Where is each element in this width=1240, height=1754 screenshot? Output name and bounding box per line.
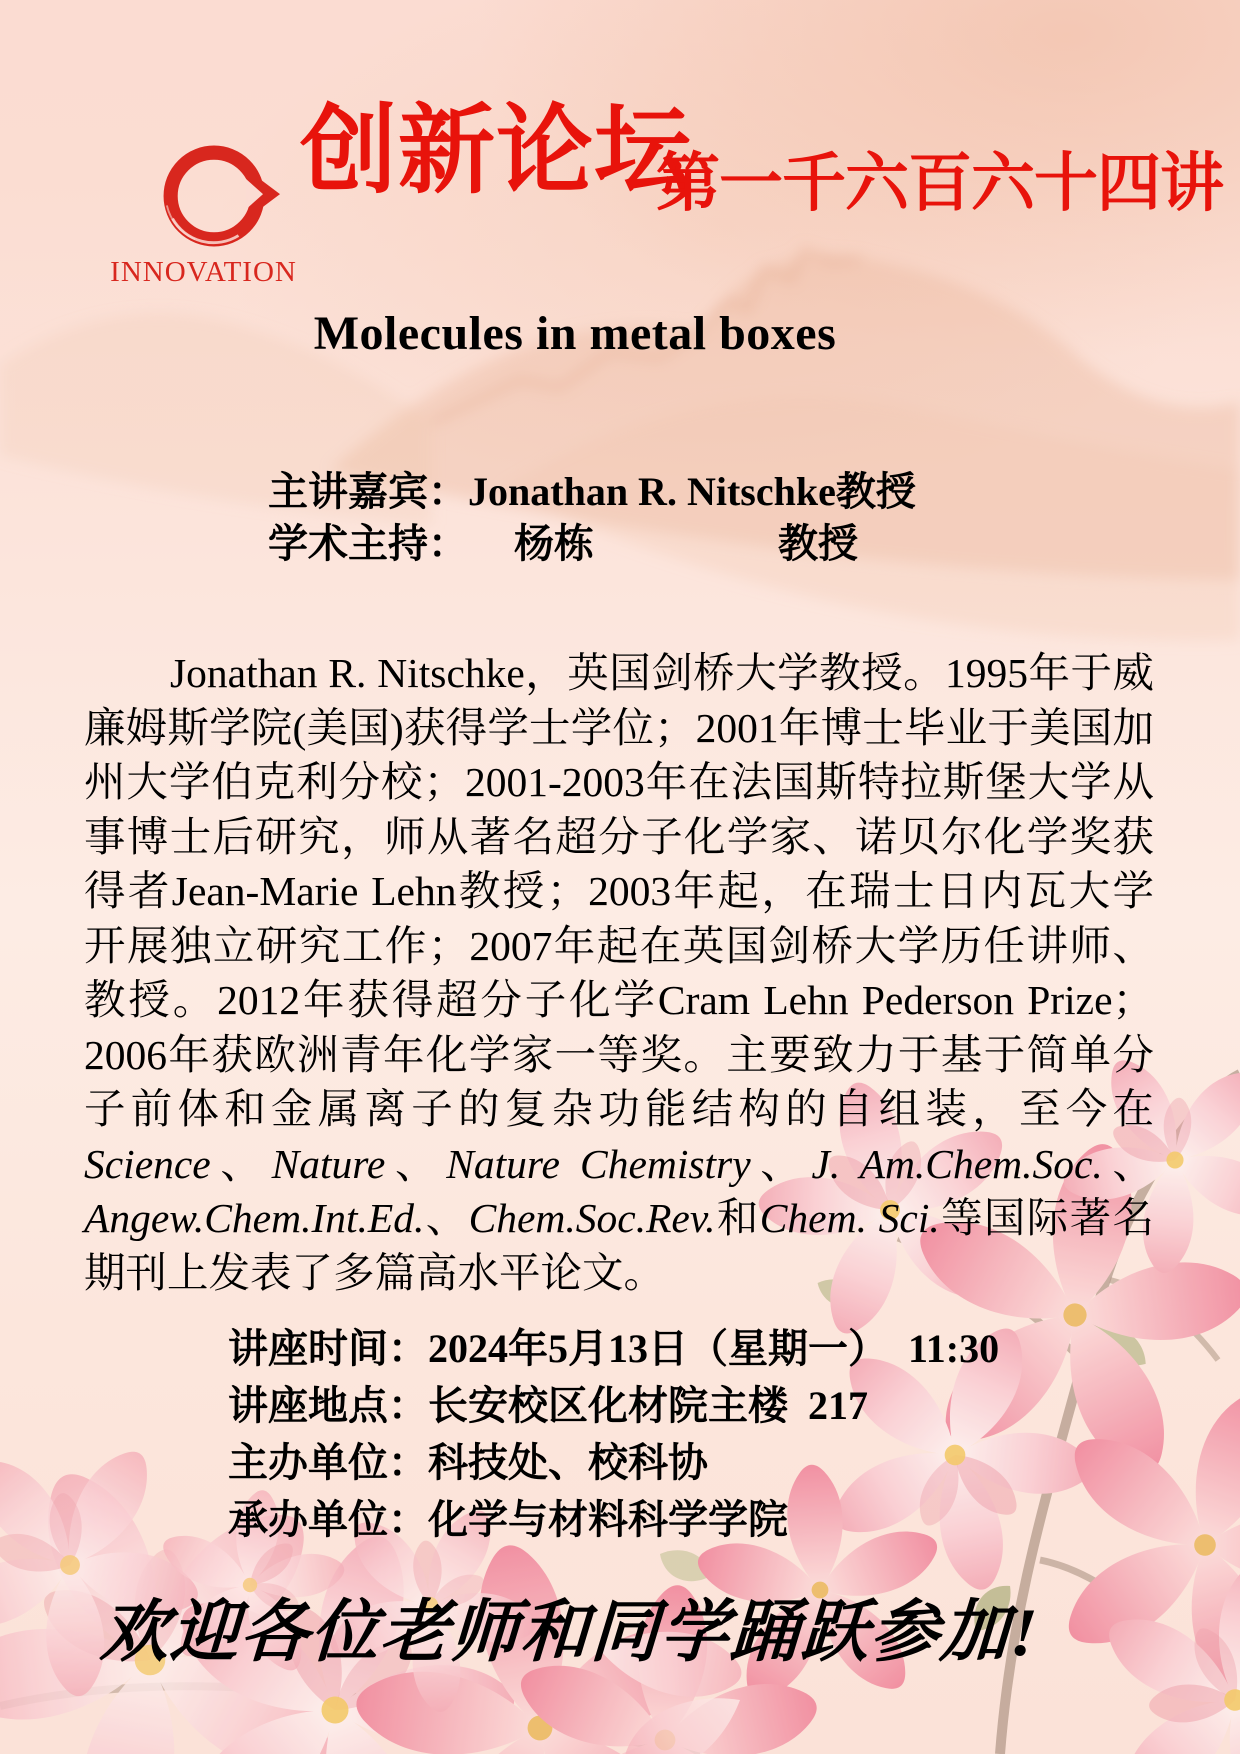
innovation-ring-arrow-icon [148,130,280,262]
detail-label: 讲座时间： [228,1326,428,1371]
detail-label: 承办单位： [228,1497,428,1542]
speaker-label: 主讲嘉宾： [268,469,468,514]
innovation-logo [96,130,311,289]
detail-value: 2024年5月13日（星期一） 11:30 [428,1326,1000,1371]
detail-row-organizer [228,1491,999,1548]
detail-row-venue [228,1377,999,1434]
speaker-name: Jonathan R. Nitschke [468,469,836,514]
speaker-label: 学术主持： [268,521,468,566]
detail-row-time [228,1320,999,1377]
lecture-number: 第一千六百六十四讲 [656,148,1223,219]
welcome-message: 欢迎各位老师和同学踊跃参加! [98,1594,1041,1670]
forum-title: 创新论坛 [300,96,692,205]
speakers-section [268,466,916,570]
detail-row-host-org [228,1434,999,1491]
talk-title: Molecules in metal boxes [313,307,837,360]
innovation-logo-text: INNOVATION [110,256,297,288]
detail-value: 长安校区化材院主楼 217 [428,1383,868,1428]
detail-label: 主办单位： [228,1440,428,1485]
detail-value: 化学与材料科学学院 [428,1497,788,1542]
detail-label: 讲座地点： [228,1383,428,1428]
details-section [228,1320,999,1548]
speaker-row-guest [268,466,916,518]
detail-value: 科技处、校科协 [428,1440,708,1485]
speaker-title: 教授 [835,469,916,514]
speaker-title: 教授 [778,521,858,566]
speaker-row-host [268,518,858,570]
speaker-bio: Jonathan R. Nitschke，英国剑桥大学教授。1995年于威廉姆斯学院(美国)获得学士学位；2001年博士毕业于美国加州大学伯克利分校；2001-2003年在法国斯特拉斯堡大学从事博士后研究，师从著名超分子化学家、诺贝尔化学奖获得者Jean-Marie Lehn教授；2003年起，在瑞士日内瓦大学开展独立研究工作；2007年起在英国剑桥大学历任讲师、教授。2012年获得超分子化学Cram Lehn Pederson Prize；2006年获欧洲青年化学家一等奖。主要致力于基于简单分子前体和金属离子的复杂功能结构的自组装，至今在Science、Nature、Nature Chemistry、J. Am.Chem.Soc.、Angew.Chem.Int.Ed.、Chem.Soc.Rev.和Chem. Sci.等国际著名期刊上发表了多篇高水平论文。 [84,650,1154,1296]
speaker-name: 杨栋 [514,521,594,566]
